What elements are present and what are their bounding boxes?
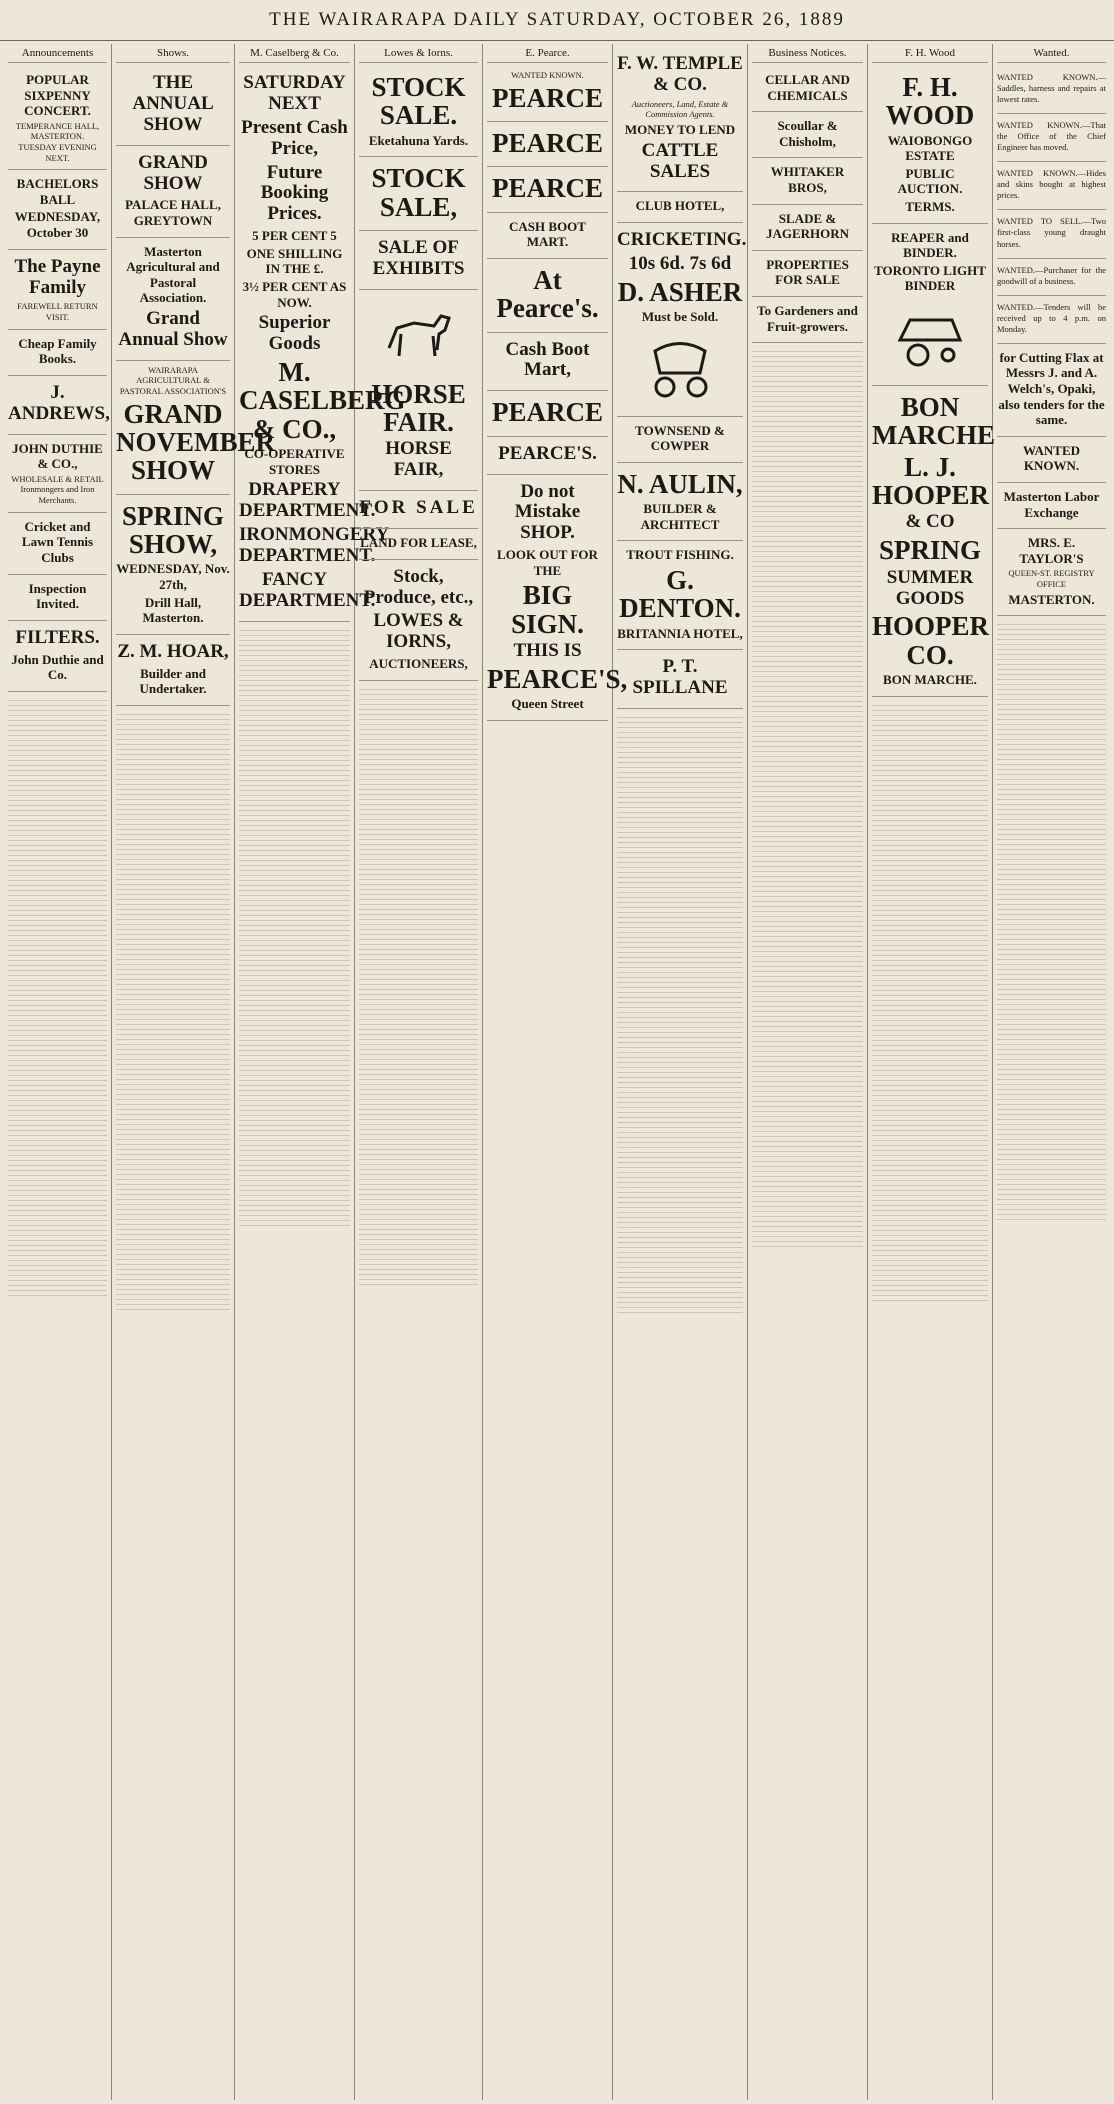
ad-line: SUMMER GOODS — [886, 566, 974, 609]
wanted-ad — [997, 296, 1106, 344]
ad-line: BRITANNIA HOTEL, — [617, 625, 743, 641]
ad-title: J. ANDREWS, — [8, 381, 110, 424]
ad-title: GRAND SHOW — [138, 151, 208, 194]
ad-line: MASTERTON. — [1008, 591, 1095, 607]
horse-icon — [379, 298, 459, 368]
cellar-ad — [752, 66, 863, 112]
pearce-ad — [487, 167, 608, 212]
ad-line: CO-OPERATIVE STORES — [244, 446, 345, 477]
body-text-lines — [8, 696, 107, 1296]
club-hotel-ad — [617, 192, 743, 223]
column-3 — [235, 44, 406, 2100]
ad-title: Z. M. HOAR, — [117, 640, 229, 662]
ad-line: Present Cash Price, — [241, 116, 348, 159]
ad-line: BON MARCHE. — [883, 672, 977, 688]
ad-line: Queen Street — [511, 696, 584, 712]
ad-title: Inspection Invited. — [28, 580, 87, 612]
ad-line: BUILDER & ARCHITECT — [640, 501, 720, 532]
ad-line: 5 PER CENT 5 — [252, 228, 337, 244]
column-9 — [993, 44, 1110, 2100]
ad-line: SPRING — [878, 535, 981, 566]
labor-exchange-ad — [997, 483, 1106, 529]
for-sale-ad — [359, 491, 478, 529]
concert-ad — [8, 66, 107, 170]
stock-sale-ad — [359, 66, 478, 157]
ad-line: Must be Sold. — [641, 309, 719, 325]
land-lease-ad — [359, 529, 478, 560]
pearce-ad — [487, 66, 608, 122]
column-5 — [483, 44, 628, 2100]
ad-line: John Duthie and Co. — [11, 651, 104, 683]
ad-title: TROUT FISHING. — [626, 547, 734, 563]
ad-line: THIS IS — [513, 640, 582, 662]
ad-line: WANTED.—Tenders will be received up to 4 p.m. on Monday. — [997, 301, 1106, 334]
stock-sale-ad — [359, 157, 478, 231]
ad-title: CASH BOOT MART. — [509, 218, 586, 250]
ad-line: Superior Goods — [258, 312, 331, 355]
wanted-ad — [997, 114, 1106, 162]
ad-title: PEARCE — [491, 173, 603, 204]
bon-marche-ad — [872, 386, 995, 697]
section-heading: Wanted. — [997, 47, 1106, 63]
ad-title: PEARCE — [491, 397, 603, 428]
denton-ad — [617, 541, 743, 650]
grand-show-ad — [116, 146, 230, 238]
ad-title: PEARCE'S. — [498, 442, 597, 464]
big-sign-ad — [487, 475, 628, 721]
column-6 — [613, 44, 748, 2100]
annual-show-ad — [116, 66, 230, 146]
ball-ad — [8, 170, 107, 249]
columns — [4, 44, 1110, 2100]
asher-ad — [617, 223, 747, 417]
ad-line: WEDNESDAY, Nov. 27th, — [116, 561, 230, 592]
spring-show-ad — [116, 495, 230, 635]
ad-title: POPULAR SIXPENNY CONCERT. — [24, 72, 91, 119]
ad-line: L. J. HOOPER — [872, 451, 990, 511]
ad-title: Masterton Labor Exchange — [1003, 488, 1100, 520]
pearces-ad — [487, 437, 608, 475]
november-show-ad — [116, 361, 276, 495]
wanted-ad — [997, 437, 1106, 483]
ad-line: Builder and Undertaker. — [139, 665, 207, 697]
at-pearce-ad — [487, 259, 608, 333]
binder-machine-icon — [890, 300, 970, 370]
scoullar-ad — [752, 112, 863, 158]
body-text-lines — [359, 685, 478, 1285]
section-heading: E. Pearce. — [487, 47, 608, 63]
section-heading: Lowes & Iorns. — [359, 47, 478, 63]
ad-title: N. AULIN, — [617, 468, 743, 499]
ad-line: Grand Annual Show — [118, 308, 228, 350]
slade-ad — [752, 205, 863, 251]
ad-title: for Cutting Flax at Messrs J. and A. Welch's, Opaki, also tenders for the same. — [998, 349, 1105, 428]
ad-title: Stock, Produce, etc., — [363, 565, 474, 608]
ad-line: TUESDAY EVENING NEXT. — [18, 142, 97, 163]
inspection-ad — [8, 575, 107, 621]
wanted-ad — [997, 162, 1106, 210]
duthie-ad — [8, 435, 107, 513]
whitaker-ad — [752, 158, 863, 204]
family-ad — [8, 250, 107, 330]
ad-title: THE ANNUAL SHOW — [132, 72, 214, 135]
gardeners-ad — [752, 297, 863, 343]
ad-title: CRICKETING. — [617, 229, 747, 250]
horse-fair-ad — [359, 290, 478, 491]
ad-title: WANTED KNOWN. — [1022, 442, 1081, 474]
cash-boot-ad — [487, 213, 608, 259]
ad-line: G. DENTON. — [619, 565, 741, 624]
pearce-ad — [487, 122, 608, 167]
ad-title: Scoullar & Chisholm, — [777, 118, 838, 149]
body-text-lines — [997, 620, 1106, 1220]
ad-title: JOHN DUTHIE & CO., — [12, 440, 103, 472]
townsend-ad — [617, 417, 743, 463]
section-heading: F. H. Wood — [872, 47, 988, 63]
ad-title: HORSE FAIR. — [371, 378, 466, 438]
ad-title: F. W. TEMPLE & CO. — [617, 53, 743, 95]
column-1 — [4, 44, 112, 2100]
ad-title: CLUB HOTEL, — [635, 198, 725, 214]
body-text-lines — [116, 710, 230, 1310]
masterton-show-ad — [116, 238, 230, 361]
ad-line: TERMS. — [905, 199, 955, 215]
ad-title: Cheap Family Books. — [18, 335, 97, 367]
ad-line: SATURDAY NEXT — [243, 72, 346, 114]
cricket-ad — [8, 513, 107, 575]
ad-line: AUCTIONEERS, — [369, 656, 468, 672]
ad-title: M. CASELBERG & CO., — [239, 356, 406, 444]
ad-title: Masterton Agricultural and Pastoral Association. — [126, 243, 220, 306]
ad-title: The Payne Family — [14, 255, 101, 298]
ad-line: CATTLE SALES — [641, 139, 719, 182]
ad-title: FOR SALE — [359, 497, 478, 519]
ad-title: BIG SIGN. — [511, 580, 584, 639]
ad-line: LOOK OUT FOR THE — [497, 547, 598, 578]
flax-ad — [997, 344, 1106, 437]
ad-line: WEDNESDAY, October 30 — [14, 209, 101, 241]
hoar-ad — [116, 635, 230, 706]
ad-title: PEARCE — [491, 82, 603, 113]
ad-title: PEARCE — [491, 127, 603, 158]
masthead: THE WAIRARAPA DAILY SATURDAY, OCTOBER 26, 1889 — [0, 0, 1114, 41]
books-ad — [8, 330, 107, 376]
ad-line: Future Booking Prices. — [260, 161, 329, 225]
ad-title: Cricket and Lawn Tennis Clubs — [21, 518, 94, 565]
ad-title: SALE OF EXHIBITS — [372, 236, 465, 279]
properties-ad — [752, 251, 863, 297]
column-2 — [112, 44, 276, 2100]
ad-line: WAIOBONGO ESTATE — [887, 132, 973, 164]
ad-line: ONE SHILLING IN THE £. — [246, 245, 343, 277]
spillane-ad — [617, 650, 743, 709]
ad-title: WHITAKER BROS, — [770, 164, 845, 195]
ad-title: At Pearce's. — [496, 264, 599, 324]
column-4 — [355, 44, 483, 2100]
ad-title: To Gardeners and Fruit-growers. — [757, 302, 858, 334]
body-text-lines — [617, 713, 743, 1313]
registry-ad — [997, 529, 1106, 616]
ad-title: TOWNSEND & COWPER — [635, 422, 725, 454]
ad-line: & CO — [905, 511, 955, 533]
ad-title: SLADE & JAGERHORN — [765, 210, 850, 242]
ad-line: QUEEN-ST. REGISTRY OFFICE — [1008, 568, 1095, 589]
section-heading: Business Notices. — [752, 47, 863, 63]
ad-line: WANTED TO SELL.—Two first-class young draught horses. — [997, 216, 1106, 249]
wood-ad — [872, 66, 988, 224]
section-heading: M. Caselberg & Co. — [239, 47, 350, 63]
perambulator-icon — [640, 331, 720, 401]
ad-title: P. T. SPILLANE — [632, 656, 728, 699]
ad-title: F. H. WOOD — [885, 72, 975, 131]
column-8 — [868, 44, 993, 2100]
ad-title: BACHELORS BALL — [16, 176, 99, 207]
ad-line: MONEY TO LEND — [624, 122, 736, 138]
section-heading: Announcements — [8, 47, 107, 63]
ad-title: GRAND NOVEMBER SHOW — [116, 398, 276, 486]
reaper-ad — [872, 224, 988, 386]
ad-line: 3½ PER CENT AS NOW. — [242, 279, 347, 310]
ad-line: WANTED KNOWN.—That the Office of the Chief Engineer has moved. — [997, 120, 1106, 153]
exhibits-ad — [359, 231, 478, 290]
ad-line: FANCY DEPARTMENT. — [239, 568, 376, 611]
wanted-ad — [997, 66, 1106, 114]
ad-title: STOCK SALE. — [371, 72, 466, 131]
ad-line: TORONTO LIGHT BINDER — [874, 262, 986, 294]
column-7 — [748, 44, 868, 2100]
ad-line: Do not Mistake SHOP. — [514, 480, 581, 544]
ad-line: TEMPERANCE HALL, MASTERTON. — [15, 120, 100, 142]
ad-line: WANTED KNOWN.—Saddles, harness and repairs at lowest rates. — [997, 72, 1106, 105]
ad-line: DRAPERY DEPARTMENT. — [239, 479, 376, 522]
ad-title: SPRING SHOW, — [121, 500, 224, 560]
andrews-ad — [8, 376, 110, 435]
boot-mart-ad — [487, 333, 608, 392]
section-heading: Shows. — [116, 47, 230, 63]
ad-line: WAIRARAPA AGRICULTURAL & PASTORAL ASSOCIATION'S — [119, 364, 227, 397]
ad-line: WANTED.—Purchaser for the goodwill of a business. — [997, 264, 1106, 286]
body-text-lines — [239, 626, 350, 1226]
ad-line: HOOPER CO. — [872, 611, 990, 670]
ad-line: D. ASHER — [617, 276, 743, 307]
temple-ad — [617, 47, 743, 192]
ad-line: Drill Hall, Masterton. — [142, 594, 204, 626]
ad-title: REAPER and BINDER. — [891, 229, 969, 261]
ad-line: IRONMONGERY DEPARTMENT. — [239, 523, 390, 566]
ad-line: HORSE FAIR, — [385, 438, 452, 481]
filters-ad — [8, 621, 107, 692]
ad-line: WANTED KNOWN. — [511, 70, 584, 80]
caselberg-ad — [239, 66, 406, 622]
ad-title: PROPERTIES FOR SALE — [766, 256, 849, 288]
produce-ad — [359, 560, 478, 681]
aulin-ad — [617, 463, 743, 542]
ad-title: CELLAR AND CHEMICALS — [765, 72, 850, 103]
ad-title: Cash Boot Mart, — [505, 338, 590, 381]
wanted-ad — [997, 210, 1106, 258]
ad-line: FAREWELL RETURN VISIT. — [17, 301, 98, 323]
body-text-lines — [752, 347, 863, 1247]
ad-line: WHOLESALE & RETAIL Ironmongers and Iron Merchants. — [11, 473, 104, 506]
ad-title: BON MARCHE — [872, 392, 995, 451]
ad-line: 10s 6d. 7s 6d — [628, 252, 732, 274]
ad-title: LAND FOR LEASE, — [360, 535, 477, 551]
pearce-ad — [487, 391, 608, 436]
ad-title: MRS. E. TAYLOR'S — [1019, 535, 1084, 566]
ad-line: WANTED KNOWN.—Hides and skins bought at highest prices. — [997, 168, 1106, 201]
body-text-lines — [872, 701, 988, 1301]
ad-title: STOCK SALE, — [371, 163, 466, 222]
ad-line: PEARCE'S, — [487, 663, 628, 694]
ad-line: Auctioneers, Land, Estate & Commission Agents. — [631, 98, 729, 120]
ad-line: PALACE HALL, GREYTOWN — [125, 197, 221, 229]
ad-line: LOWES & IORNS, — [373, 610, 464, 653]
ad-line: PUBLIC AUCTION. — [897, 165, 963, 197]
wanted-ad — [997, 259, 1106, 296]
ad-title: FILTERS. — [15, 626, 100, 648]
ad-line: Eketahuna Yards. — [368, 132, 469, 148]
